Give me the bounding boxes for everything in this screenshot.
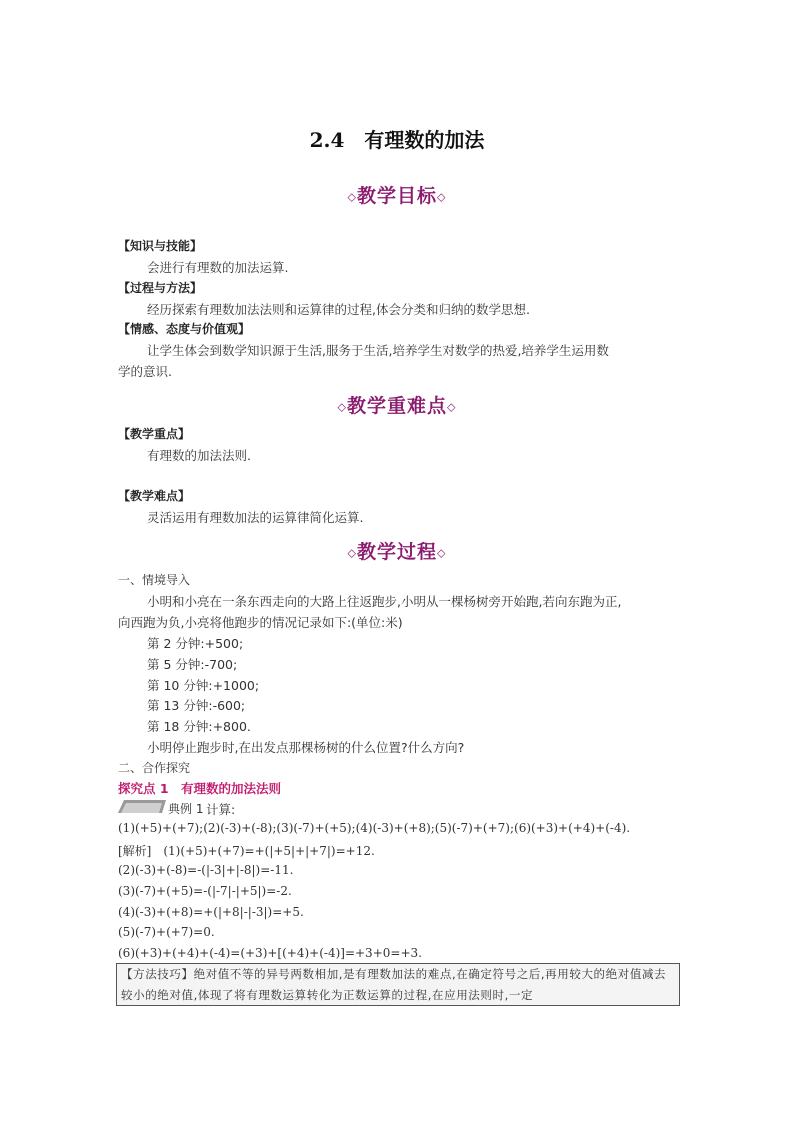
method-process-text: 经历探索有理数加法法则和运算律的过程,体会分类和归纳的数学思想.: [147, 302, 530, 317]
intro-paragraph-line1: 小明和小亮在一条东西走向的大路上往返跑步,小明从一棵杨树旁开始跑,若向东跑为正,: [147, 594, 622, 609]
method-tip-box: 【方法技巧】绝对值不等的异号两数相加,是有理数加法的难点,在确定符号之后,再用较大的绝对值减去较小的绝对值,体现了将有理数运算转化为正数运算的过程,在应用法则时,一定: [116, 963, 680, 1006]
cooperate-heading: 二、合作探究: [118, 761, 191, 775]
example-problem: (1)(+5)+(+7);(2)(-3)+(-8);(3)(-7)+(+5);(4)(-3)+(+8);(5)(-7)+(+7);(6)(+3)+(+4)+(-4).: [118, 821, 631, 835]
section-heading-process: [0, 537, 794, 564]
knowledge-label: 【知识与技能】: [118, 239, 203, 253]
diamond-icon: ◇: [347, 190, 357, 204]
example-task: 计算:: [206, 802, 236, 817]
explore-point-title: 探究点 1 有理数的加法法则: [118, 781, 282, 796]
page-title: 2.4 有理数的加法: [309, 128, 485, 152]
attitude-text-line2: 学的意识.: [118, 364, 172, 379]
knowledge-text: 会进行有理数的加法运算.: [147, 260, 289, 275]
difficulty-text: 灵活运用有理数加法的运算律简化运算.: [147, 510, 364, 525]
attitude-label: 【情感、态度与价值观】: [118, 322, 251, 336]
solution-line: [解析] (1)(+5)+(+7)=+(|+5|+|+7|)=+12.: [118, 844, 375, 858]
diamond-icon: ◇: [447, 400, 457, 414]
intro-question: 小明停止跑步时,在出发点那棵杨树的什么位置?什么方向?: [147, 740, 465, 755]
solution-line: (4)(-3)+(+8)=+(|+8|-|-3|)=+5.: [118, 905, 304, 919]
method-process-label: 【过程与方法】: [118, 281, 203, 295]
section-heading-key: [0, 391, 794, 418]
record-item: 第 13 分钟:-600;: [147, 698, 246, 713]
difficulty-label: 【教学难点】: [118, 489, 191, 503]
solution-line: (3)(-7)+(+5)=-(|-7|-|+5|)=-2.: [118, 884, 292, 898]
record-item: 第 2 分钟:+500;: [147, 636, 244, 651]
section-key-label: 教学重难点: [346, 395, 447, 417]
intro-paragraph-line2: 向西跑为负,小亮将他跑步的情况记录如下:(单位:米): [118, 615, 403, 630]
diamond-icon: ◇: [347, 546, 357, 560]
focus-text: 有理数的加法法则.: [147, 448, 251, 463]
focus-label: 【教学重点】: [118, 427, 191, 441]
solution-line: (2)(-3)+(-8)=-(|-3|+|-8|)=-11.: [118, 863, 294, 877]
diamond-icon: ◇: [437, 546, 447, 560]
diamond-icon: ◇: [337, 400, 347, 414]
record-item: 第 18 分钟:+800.: [147, 719, 251, 734]
record-item: 第 10 分钟:+1000;: [147, 678, 260, 693]
example-label: 典例 1: [168, 802, 204, 816]
diamond-icon: ◇: [437, 190, 447, 204]
solution-line: (6)(+3)+(+4)+(-4)=(+3)+[(+4)+(-4)]=+3+0=+3.: [118, 946, 422, 960]
section-goals-label: 教学目标: [356, 185, 437, 207]
example-tab-icon: [118, 800, 166, 813]
attitude-text-line1: 让学生体会到数学知识源于生活,服务于生活,培养学生对数学的热爱,培养学生运用数: [147, 343, 609, 358]
intro-heading: 一、情境导入: [118, 573, 191, 587]
record-item: 第 5 分钟:-700;: [147, 657, 238, 672]
section-heading-goals: [0, 181, 794, 208]
solution-line: (5)(-7)+(+7)=0.: [118, 925, 215, 939]
section-process-label: 教学过程: [356, 541, 437, 563]
